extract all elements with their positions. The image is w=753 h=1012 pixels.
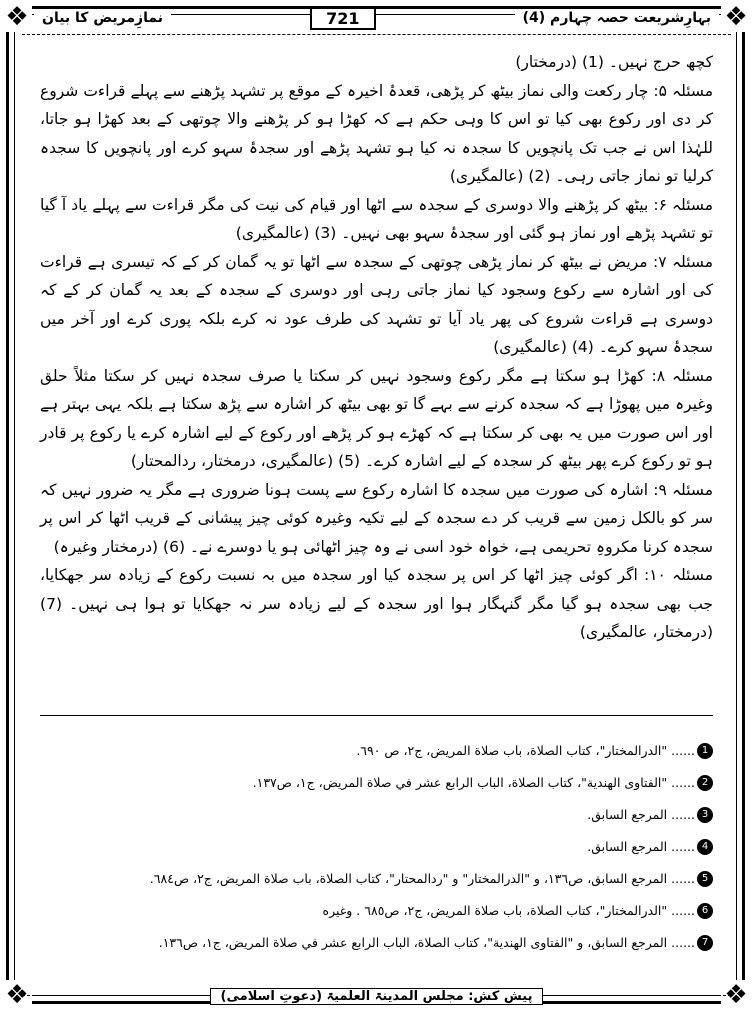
footnote-text: المرجع السابق.: [587, 839, 668, 854]
footnote-number: 1: [697, 743, 713, 759]
footnote-text: المرجع السابق، ص١٣٦، و "الدرالمختار" و "ردالمحتار"، كتاب الصلاة، باب صلاة المريض، ج٢، ص٦٨٤.: [149, 871, 668, 886]
footnote: [40, 799, 713, 831]
footnote-text: المرجع السابق، و "الفتاوى الهندية"، كتاب الصلاة، الباب الرابع عشر في صلاة المريض، ج١، ص١٣٦.: [158, 935, 668, 950]
header-divider: [22, 34, 731, 35]
publisher-label: پیش کش: مجلس المدینۃ العلمیۃ (دعوتِ اسلامی): [210, 988, 544, 1005]
footnote-leader: ......: [671, 935, 695, 950]
paragraph-continuation: کچھ حرج نہیں۔ (1) (درمختار): [515, 53, 713, 71]
masala-5: مسئلہ ۵: چار رکعت والی نماز بیٹھ کر پڑھی، قعدۂ اخیرہ کے موقع پر تشہد پڑھنے سے پہلے قراءت شروع کر دی اور رکوع بھی کیا تو اس کا وہی حکم ہے کہ کھڑا ہو کر پڑھنے والا چوتھی کے بعد کھڑا ہو جاتا، للہٰذا اس نے جب تک پانچویں کا سجدہ نہ کیا ہو تشہد پڑھے اور سجدۂ سہو کرے اور پانچویں کا سجدہ کرلیا تو نماز جاتی رہی۔ (2) (عالمگیری): [40, 81, 714, 185]
page-number: 721: [310, 7, 375, 30]
footnote-number: 5: [697, 871, 713, 887]
footnote-number: 6: [697, 903, 713, 919]
footnote-leader: ......: [671, 903, 695, 918]
footnote: [40, 895, 713, 927]
masala-8: مسئلہ ۸: کھڑا ہو سکتا ہے مگر رکوع وسجود نہیں کر سکتا یا صرف سجدہ نہیں کر سکتا مثلاً حلق وغیرہ میں پھوڑا ہے کہ سجدہ کرنے سے بہے گا تو بھی بیٹھ کر اشارہ سے پڑھ سکتا ہے بلکہ یہی بہتر ہے اور اس صورت میں یہ بھی کر سکتا ہے کہ کھڑے ہو کر پڑھے اور رکوع کے لیے اشارہ کرے یا رکوع پر قادر ہو تو رکوع کرے پھر بیٹھ کر سجدہ کے لیے اشارہ کرے۔ (5) (عالمگیری، درمختار، ردالمحتار): [40, 366, 714, 470]
footnote-text: "الدرالمختار"، كتاب الصلاة، باب صلاة المريض، ج٢، ص ٦٩٠.: [356, 743, 668, 758]
footnote-leader: ......: [671, 871, 695, 886]
corner-ornament-icon: ❖: [2, 2, 32, 32]
footnote-leader: ......: [671, 807, 695, 822]
footnote-number: 4: [697, 839, 713, 855]
footnote: [40, 831, 713, 863]
footnote-text: المرجع السابق.: [587, 807, 668, 822]
masala-10: مسئلہ ۱۰: اگر کوئی چیز اٹھا کر اس پر سجدہ کیا اور سجدہ میں بہ نسبت رکوع کے زیادہ سر جھکایا، جب بھی سجدہ ہو گیا مگر گنہگار ہوا اور سجدہ کے لیے زیادہ سر نہ جھکایا تو ہوا ہی نہیں۔ (7) (درمختار، عالمگیری): [40, 566, 713, 641]
corner-ornament-icon: ❖: [721, 2, 751, 32]
footnote-leader: ......: [671, 775, 695, 790]
footnote-number: 2: [697, 775, 713, 791]
masala-7: مسئلہ ۷: مریض نے بیٹھ کر نماز پڑھی چوتھی کے سجدہ سے اٹھا تو یہ گمان کر کے کہ تیسری ہے قراءت کی اور اشارہ سے رکوع وسجود کیا نماز جاتی رہی اور دوسری کے سجدہ کے بعد یہ گمان کر کے کہ دوسری ہے قراءت شروع کی پھر یاد آیا تو تشہد کی طرف عود نہ کرے بلکہ پوری کرے اور آخر میں سجدۂ سہو کرے۔ (4) (عالمگیری): [40, 252, 713, 356]
footnote-leader: ......: [671, 839, 695, 854]
book-title: بہارِشریعت حصہ چہارم (4): [515, 10, 719, 26]
footnote: [40, 767, 713, 799]
footnotes: [40, 735, 713, 959]
corner-ornament-icon: ❖: [2, 980, 32, 1010]
footnote-number: 7: [697, 935, 713, 951]
footnote-text: "الفتاوى الهندية"، كتاب الصلاة، الباب الرابع عشر في صلاة المريض، ج١، ص١٣٧.: [252, 775, 668, 790]
footnote: [40, 735, 713, 767]
footnote-text: "الدرالمختار"، كتاب الصلاة، باب صلاة المريض، ج٢، ص٦٨٥ . وغيره: [322, 903, 668, 918]
page-header: [34, 6, 719, 30]
main-text: [40, 48, 713, 647]
corner-ornament-icon: ❖: [721, 980, 751, 1010]
page-footer: [0, 985, 753, 1005]
footnote-leader: ......: [671, 743, 695, 758]
footnote-divider: [40, 715, 713, 716]
footnote-number: 3: [697, 807, 713, 823]
masala-9: مسئلہ ۹: اشارہ کی صورت میں سجدہ کا اشارہ رکوع سے پست ہونا ضروری ہے مگر یہ ضرور نہیں کہ سر کو بالکل زمین سے قریب کر دے سجدہ کے لیے تکیہ وغیرہ کوئی چیز پیشانی کے قریب اٹھا کر اس پر سجدہ کرنا مکروہِ تحریمی ہے، خواہ خود اسی نے وہ چیز اٹھائی ہو یا دوسرے نے۔ (6) (درمختار وغیرہ): [40, 480, 713, 556]
chapter-title: نمازِمریض کا بیان: [34, 10, 171, 26]
masala-6: مسئلہ ۶: بیٹھ کر پڑھنے والا دوسری کے سجدہ سے اٹھا اور قیام کی نیت کی مگر قراءت سے پہلے یاد آ گیا تو تشہد پڑھے اور نماز ہو گئی اور سجدۂ سہو بھی نہیں۔ (3) (عالمگیری): [40, 195, 713, 242]
footnote: [40, 927, 713, 959]
footnote: [40, 863, 713, 895]
